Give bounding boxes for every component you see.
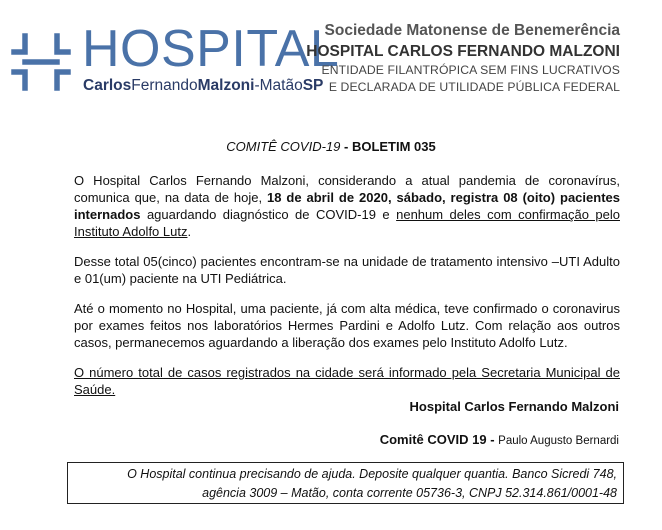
signature-committee: Comitê COVID 19 - Paulo Augusto Bernardi [379, 432, 619, 447]
footer-line-2: agência 3009 – Matão, conta corrente 05736-3, CNPJ 52.314.861/0001-48 [202, 486, 617, 500]
paragraph-4: O número total de casos registrados na cidade será informado pela Secretaria Municipal de Saúde. [74, 365, 620, 397]
organization-header [306, 20, 620, 96]
heading-bulletin-number: - BOLETIM 035 [344, 139, 436, 154]
paragraph-3: Até o momento no Hospital, uma paciente, já com alta médica, teve confirmado o coronavirus por exames feitos nos laboratórios Hermes Pardini e Adolfo Lutz. Com relação aos outros casos, permanecemos aguardando a liberação dos exames pelo Instituto Adolfo Lutz. [74, 301, 620, 350]
signature-hospital: Hospital Carlos Fernando Malzoni [409, 399, 619, 414]
hospital-logo [8, 20, 340, 106]
paragraph-2: Desse total 05(cinco) pacientes encontram-se na unidade de tratamento intensivo –UTI Adulto e 01(um) paciente na UTI Pediátrica. [74, 254, 620, 286]
paragraph-1: O Hospital Carlos Fernando Malzoni, considerando a atual pandemia de coronavírus, comunica que, na data de hoje, 18 de abril de 2020, sábado, registra 08 (oito) pacientes internados aguardando diagnóstico de COVID-19 e nenhum deles com confirmação pelo Instituto Adolfo Lutz. [74, 173, 620, 239]
heading-committee: COMITÊ COVID-19 [226, 139, 341, 154]
org-status-line-1: ENTIDADE FILANTRÓPICA SEM FINS LUCRATIVOS [321, 63, 620, 77]
donation-footer-box [67, 462, 624, 504]
org-hospital-name: HOSPITAL CARLOS FERNANDO MALZONI [306, 43, 620, 60]
logo-subtitle: CarlosFernandoMalzoni-MatãoSP [83, 77, 324, 94]
bulletin-body [74, 172, 620, 411]
org-society-name: Sociedade Matonense de Benemerência [324, 22, 620, 39]
org-status-line-2: E DECLARADA DE UTILIDADE PÚBLICA FEDERAL [328, 80, 620, 94]
footer-line-1: O Hospital continua precisando de ajuda. Deposite qualquer quantia. Banco Sicredi 748, [127, 467, 617, 481]
hospital-cross-icon [8, 30, 74, 94]
logo-wordmark: HOSPITAL [82, 20, 340, 78]
bulletin-heading [0, 139, 662, 154]
